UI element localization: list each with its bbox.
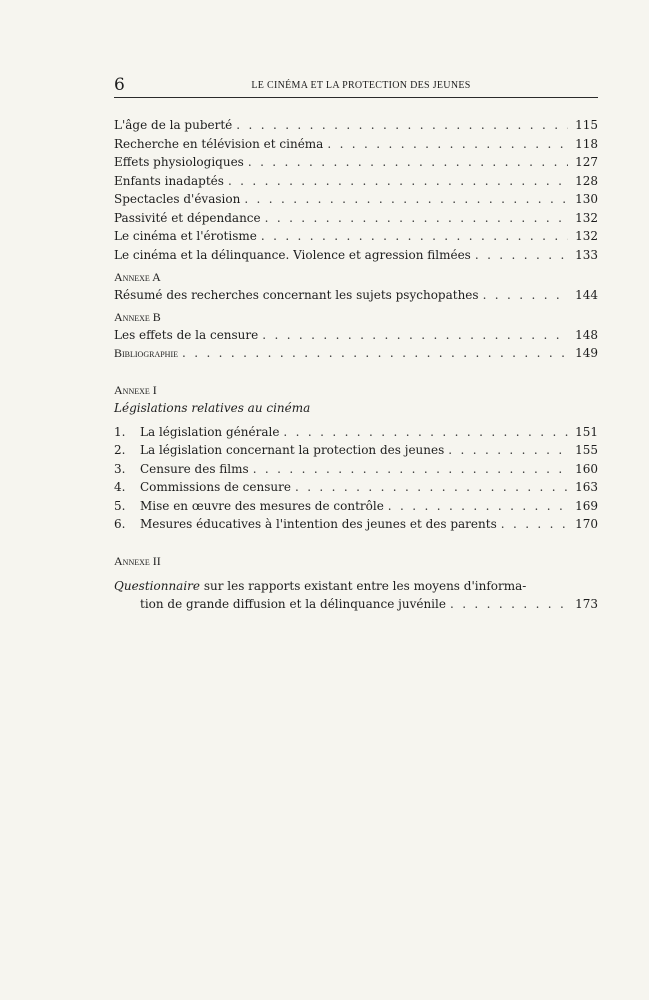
toc-entry-page: 132 — [575, 229, 598, 243]
toc-entry-page: 148 — [575, 327, 598, 342]
toc-entry-title: Passivité et dépendance — [114, 210, 261, 225]
toc-entry-number: 1. — [114, 424, 126, 439]
annex-ii-label: Annexe II — [114, 553, 161, 568]
questionnaire-word: Questionnaire — [114, 578, 200, 593]
toc-entry-number: 5. — [114, 498, 126, 513]
toc-entry-page: 132 — [575, 210, 598, 225]
toc-entry-bibliography — [114, 344, 598, 363]
page-header — [114, 73, 598, 98]
toc-entry — [114, 209, 598, 228]
dot-leader — [232, 116, 568, 135]
toc-entry-number: 3. — [114, 461, 126, 476]
dot-leader — [258, 326, 568, 345]
toc-entry — [114, 135, 598, 154]
dot-leader — [257, 227, 568, 246]
toc-entry-page: 130 — [575, 192, 598, 206]
dot-leader — [497, 515, 568, 534]
dot-leader — [261, 209, 568, 228]
toc-entry-title: La législation générale — [140, 424, 280, 439]
toc-entry-title: Effets physiologiques — [114, 155, 244, 169]
running-title: LE CINÉMA ET LA PROTECTION DES JEUNES — [251, 80, 471, 91]
dot-leader — [323, 135, 568, 154]
toc-entry-title-line2: tion de grande diffusion et la délinquance juvénile — [140, 596, 446, 611]
annex-i-subtitle: Législations relatives au cinéma — [114, 400, 311, 415]
toc-entry — [114, 116, 598, 135]
toc-entry-title-line1: sur les rapports existant entre les moyens d'informa- — [200, 578, 527, 593]
toc-entry-page: 170 — [575, 517, 598, 531]
dot-leader — [446, 595, 568, 614]
toc-entry-title: Les effets de la censure — [114, 327, 259, 342]
toc-entry-title: Mise en œuvre des mesures de contrôle — [140, 498, 384, 513]
toc-entry — [114, 227, 598, 246]
toc-entry — [114, 497, 598, 516]
dot-leader — [471, 246, 568, 265]
page-number: 6 — [114, 75, 125, 95]
toc-entry-page: 115 — [575, 118, 598, 132]
toc-entry-title: Censure des films — [140, 461, 249, 476]
toc-entry-title: Bibliographie — [114, 346, 178, 360]
annex-a-label: Annexe A — [114, 270, 161, 284]
toc-entry-page: 155 — [575, 443, 598, 457]
toc-entry — [114, 190, 598, 209]
toc-entry-page: 163 — [575, 480, 598, 494]
dot-leader — [244, 153, 568, 172]
toc-entry-title: Spectacles d'évasion — [114, 192, 241, 206]
annex-b-label: Annexe B — [114, 309, 161, 324]
toc-entry-page: 160 — [575, 461, 598, 476]
dot-leader — [240, 190, 568, 209]
toc-entry — [114, 153, 598, 172]
dot-leader — [384, 497, 568, 516]
toc-entry-page: 127 — [575, 155, 598, 169]
toc-entry — [114, 172, 598, 191]
toc-entry-title: La législation concernant la protection des jeunes — [140, 443, 445, 457]
dot-leader — [224, 172, 568, 191]
toc-entry-page: 173 — [575, 596, 598, 611]
toc-entry-title: Le cinéma et la délinquance. Violence et agression filmées — [114, 247, 471, 262]
dot-leader — [279, 423, 568, 442]
toc-entry-page: 151 — [575, 424, 598, 439]
toc-entry — [114, 326, 598, 345]
toc-entry — [114, 423, 598, 442]
toc-entry-number: 2. — [114, 443, 126, 457]
toc-entry-page: 133 — [575, 247, 598, 262]
toc-entry-title: Le cinéma et l'érotisme — [114, 229, 257, 243]
toc-entry — [114, 478, 598, 497]
toc-entry-number: 6. — [114, 517, 126, 531]
dot-leader — [291, 478, 568, 497]
toc-entry-page: 128 — [575, 173, 598, 188]
dot-leader — [444, 441, 568, 460]
toc-entry — [114, 286, 598, 305]
table-of-contents — [114, 116, 598, 613]
dot-leader — [178, 344, 568, 363]
toc-entry — [114, 441, 598, 460]
toc-entry-title: Mesures éducatives à l'intention des jeunes et des parents — [140, 517, 497, 531]
toc-entry-title: L'âge de la puberté — [114, 118, 233, 132]
dot-leader — [479, 286, 568, 305]
toc-entry — [114, 515, 598, 534]
toc-entry — [114, 460, 598, 479]
toc-entry — [114, 595, 598, 614]
toc-entry-multiline-first — [114, 578, 598, 595]
dot-leader — [249, 460, 568, 479]
toc-entry-title: Résumé des recherches concernant les sujets psychopathes — [114, 288, 479, 302]
toc-entry-title: Enfants inadaptés — [114, 173, 224, 188]
toc-entry-title: Recherche en télévision et cinéma — [114, 136, 324, 151]
annex-i-label: Annexe I — [114, 382, 157, 397]
toc-entry-title: Commissions de censure — [140, 480, 291, 494]
toc-entry — [114, 246, 598, 265]
toc-entry-page: 144 — [575, 288, 598, 302]
toc-entry-page: 118 — [575, 136, 598, 151]
toc-entry-page: 169 — [575, 498, 598, 513]
toc-entry-page: 149 — [575, 346, 598, 360]
toc-entry-number: 4. — [114, 480, 126, 494]
